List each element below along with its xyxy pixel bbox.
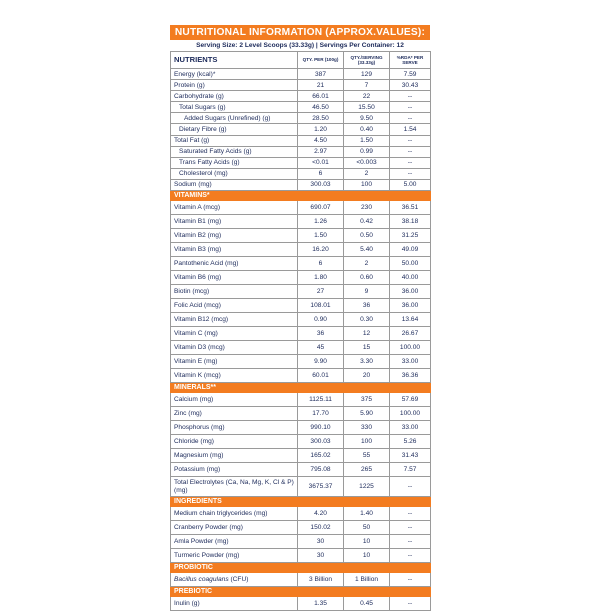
qty-per-100g: 300.03 [298, 179, 344, 190]
table-row [171, 299, 431, 313]
probiotic-unit: (CFU) [228, 576, 249, 584]
nutrient-name: Phosphorus (mg) [171, 421, 298, 435]
qty-per-serving: 0.45 [344, 597, 390, 611]
table-row [171, 535, 431, 549]
table-row [171, 229, 431, 243]
rda-percent: 5.26 [390, 435, 431, 449]
table-row [171, 521, 431, 535]
qty-per-serving: 0.30 [344, 313, 390, 327]
table-row [171, 168, 431, 179]
nutrient-name: Cholesterol (mg) [171, 168, 298, 179]
rda-percent: 36.00 [390, 285, 431, 299]
qty-per-serving: 129 [344, 69, 390, 80]
nutrient-name [171, 573, 298, 587]
rda-percent: -- [390, 146, 431, 157]
table-row [171, 341, 431, 355]
nutrient-name: Vitamin B6 (mg) [171, 271, 298, 285]
nutrient-name: Saturated Fatty Acids (g) [171, 146, 298, 157]
table-row [171, 146, 431, 157]
rda-percent: -- [390, 521, 431, 535]
qty-per-serving: 100 [344, 435, 390, 449]
table-row [171, 124, 431, 135]
table-row [171, 102, 431, 113]
nutrient-name: Added Sugars (Unrefined) (g) [171, 113, 298, 124]
qty-per-serving: 100 [344, 179, 390, 190]
nutrient-name: Cranberry Powder (mg) [171, 521, 298, 535]
qty-per-serving: 15 [344, 341, 390, 355]
qty-per-100g: 45 [298, 341, 344, 355]
nutrient-name: Vitamin E (mg) [171, 355, 298, 369]
qty-per-100g: 17.70 [298, 407, 344, 421]
qty-per-100g: 150.02 [298, 521, 344, 535]
qty-per-serving: 10 [344, 535, 390, 549]
nutrient-name: Vitamin B3 (mg) [171, 243, 298, 257]
table-row [171, 407, 431, 421]
nutrition-panel [170, 25, 430, 611]
rda-percent: 57.69 [390, 393, 431, 407]
table-row [171, 327, 431, 341]
rda-percent: 26.67 [390, 327, 431, 341]
nutrient-name: Folic Acid (mcg) [171, 299, 298, 313]
qty-per-100g: 1.50 [298, 229, 344, 243]
section-minerals [171, 383, 431, 393]
rda-percent: 36.00 [390, 299, 431, 313]
table-row [171, 597, 431, 611]
rda-percent: 36.51 [390, 201, 431, 215]
qty-per-100g: 387 [298, 69, 344, 80]
qty-per-100g: 990.10 [298, 421, 344, 435]
rda-percent: 38.18 [390, 215, 431, 229]
qty-per-serving: 36 [344, 299, 390, 313]
qty-per-100g: 36 [298, 327, 344, 341]
rda-percent: -- [390, 102, 431, 113]
rda-percent: -- [390, 477, 431, 497]
nutrient-name: Vitamin C (mg) [171, 327, 298, 341]
nutrient-name: Zinc (mg) [171, 407, 298, 421]
nutrient-name: Total Fat (g) [171, 135, 298, 146]
section-prebiotic [171, 587, 431, 597]
qty-per-100g: 4.20 [298, 507, 344, 521]
qty-per-serving: 1.40 [344, 507, 390, 521]
table-row [171, 243, 431, 257]
table-row [171, 435, 431, 449]
qty-per-100g: 27 [298, 285, 344, 299]
qty-per-100g: 21 [298, 80, 344, 91]
nutrient-name: Protein (g) [171, 80, 298, 91]
qty-per-serving: 22 [344, 91, 390, 102]
qty-per-100g: 6 [298, 257, 344, 271]
table-row [171, 215, 431, 229]
qty-per-serving: 10 [344, 549, 390, 563]
rda-percent: -- [390, 597, 431, 611]
panel-title: NUTRITIONAL INFORMATION (APPROX.VALUES): [170, 25, 430, 40]
qty-per-serving: 15.50 [344, 102, 390, 113]
qty-per-serving: <0.003 [344, 157, 390, 168]
qty-per-100g: 6 [298, 168, 344, 179]
rda-percent: 30.43 [390, 80, 431, 91]
rda-percent: -- [390, 549, 431, 563]
table-row [171, 369, 431, 383]
rda-percent: -- [390, 113, 431, 124]
table-row [171, 549, 431, 563]
nutrient-name: Vitamin B2 (mg) [171, 229, 298, 243]
nutrient-name: Magnesium (mg) [171, 449, 298, 463]
nutrient-name: Carbohydrate (g) [171, 91, 298, 102]
nutrient-name: Calcium (mg) [171, 393, 298, 407]
qty-per-100g: 1125.11 [298, 393, 344, 407]
table-row [171, 285, 431, 299]
qty-per-100g: 2.97 [298, 146, 344, 157]
nutrient-name: Vitamin D3 (mcg) [171, 341, 298, 355]
qty-per-100g: 165.02 [298, 449, 344, 463]
rda-percent: 49.09 [390, 243, 431, 257]
nutrient-name: Sodium (mg) [171, 179, 298, 190]
qty-per-serving: 230 [344, 201, 390, 215]
nutrient-name: Total Sugars (g) [171, 102, 298, 113]
qty-per-serving: 375 [344, 393, 390, 407]
qty-per-100g: 108.01 [298, 299, 344, 313]
probiotic-species: Bacillus coagulans [174, 576, 229, 584]
qty-per-serving: 0.60 [344, 271, 390, 285]
table-row [171, 157, 431, 168]
section-vitamins [171, 191, 431, 201]
qty-per-100g: <0.01 [298, 157, 344, 168]
rda-percent: 1.54 [390, 124, 431, 135]
nutrient-name: Total Electrolytes (Ca, Na, Mg, K, Cl & P) (mg) [171, 477, 298, 497]
qty-per-serving: 265 [344, 463, 390, 477]
nutrient-name: Vitamin B12 (mcg) [171, 313, 298, 327]
qty-per-serving: 2 [344, 168, 390, 179]
qty-per-serving: 20 [344, 369, 390, 383]
qty-per-100g: 46.50 [298, 102, 344, 113]
nutrient-name: Chloride (mg) [171, 435, 298, 449]
qty-per-serving: 9.50 [344, 113, 390, 124]
nutrient-name: Amla Powder (mg) [171, 535, 298, 549]
table-row [171, 449, 431, 463]
rda-percent: -- [390, 168, 431, 179]
qty-per-serving: 1225 [344, 477, 390, 497]
qty-per-serving: 5.90 [344, 407, 390, 421]
rda-percent: 31.43 [390, 449, 431, 463]
rda-percent: 7.57 [390, 463, 431, 477]
rda-percent: 31.25 [390, 229, 431, 243]
qty-per-100g: 1.20 [298, 124, 344, 135]
qty-per-serving: 330 [344, 421, 390, 435]
rda-percent: 100.00 [390, 341, 431, 355]
rda-percent: 7.59 [390, 69, 431, 80]
rda-percent: -- [390, 135, 431, 146]
rda-percent: 40.00 [390, 271, 431, 285]
qty-per-serving: 55 [344, 449, 390, 463]
qty-per-100g: 1.35 [298, 597, 344, 611]
qty-per-serving: 5.40 [344, 243, 390, 257]
rda-percent: -- [390, 573, 431, 587]
qty-per-100g: 300.03 [298, 435, 344, 449]
table-row [171, 113, 431, 124]
table-row [171, 477, 431, 497]
rda-percent: 36.36 [390, 369, 431, 383]
header-per-serving: QTY./SERVING (33.33g) [344, 52, 390, 69]
section-label: VITAMINS* [171, 191, 431, 201]
qty-per-serving: 12 [344, 327, 390, 341]
qty-per-serving: 1.50 [344, 135, 390, 146]
table-row [171, 201, 431, 215]
table-header-row [171, 52, 431, 69]
qty-per-100g: 30 [298, 549, 344, 563]
section-probiotic [171, 563, 431, 573]
qty-per-100g: 4.50 [298, 135, 344, 146]
rda-percent: 33.00 [390, 355, 431, 369]
section-ingredients [171, 497, 431, 507]
qty-per-100g: 1.80 [298, 271, 344, 285]
qty-per-100g: 16.20 [298, 243, 344, 257]
nutrient-name: Dietary Fibre (g) [171, 124, 298, 135]
header-per-100g: QTY. PER (100g) [298, 52, 344, 69]
rda-percent: 5.00 [390, 179, 431, 190]
qty-per-serving: 0.42 [344, 215, 390, 229]
table-row [171, 135, 431, 146]
qty-per-serving: 9 [344, 285, 390, 299]
qty-per-serving: 1 Billion [344, 573, 390, 587]
nutrient-name: Medium chain triglycerides (mg) [171, 507, 298, 521]
serving-info: Serving Size: 2 Level Scoops (33.33g) | Servings Per Container: 12 [196, 42, 404, 49]
nutrient-name: Vitamin K (mcg) [171, 369, 298, 383]
rda-percent: 100.00 [390, 407, 431, 421]
nutrient-name: Energy (kcal)* [171, 69, 298, 80]
qty-per-100g: 3 Billion [298, 573, 344, 587]
qty-per-100g: 30 [298, 535, 344, 549]
nutrient-name: Turmeric Powder (mg) [171, 549, 298, 563]
nutrition-table [170, 51, 431, 611]
nutrient-name: Pantothenic Acid (mg) [171, 257, 298, 271]
table-row [171, 271, 431, 285]
table-row [171, 573, 431, 587]
section-label: INGREDIENTS [171, 497, 431, 507]
qty-per-100g: 1.26 [298, 215, 344, 229]
qty-per-100g: 0.90 [298, 313, 344, 327]
qty-per-100g: 66.01 [298, 91, 344, 102]
nutrient-name: Vitamin B1 (mg) [171, 215, 298, 229]
qty-per-100g: 690.07 [298, 201, 344, 215]
table-row [171, 69, 431, 80]
table-row [171, 179, 431, 190]
qty-per-100g: 795.08 [298, 463, 344, 477]
rda-percent: -- [390, 157, 431, 168]
table-row [171, 313, 431, 327]
nutrient-name: Vitamin A (mcg) [171, 201, 298, 215]
table-row [171, 507, 431, 521]
rda-percent: 13.64 [390, 313, 431, 327]
rda-percent: 33.00 [390, 421, 431, 435]
qty-per-100g: 9.90 [298, 355, 344, 369]
section-label: PREBIOTIC [171, 587, 431, 597]
rda-percent: 50.00 [390, 257, 431, 271]
nutrient-name: Biotin (mcg) [171, 285, 298, 299]
rda-percent: -- [390, 535, 431, 549]
table-row [171, 463, 431, 477]
table-row [171, 355, 431, 369]
nutrient-name: Trans Fatty Acids (g) [171, 157, 298, 168]
table-row [171, 421, 431, 435]
qty-per-100g: 28.50 [298, 113, 344, 124]
nutrient-name: Inulin (g) [171, 597, 298, 611]
qty-per-100g: 3675.37 [298, 477, 344, 497]
table-row [171, 393, 431, 407]
header-rda: %RDA* PER SERVE [390, 52, 431, 69]
nutrient-name: Potassium (mg) [171, 463, 298, 477]
qty-per-serving: 0.40 [344, 124, 390, 135]
header-nutrients: NUTRIENTS [171, 52, 298, 69]
table-row [171, 91, 431, 102]
qty-per-serving: 3.30 [344, 355, 390, 369]
section-label: PROBIOTIC [171, 563, 431, 573]
section-label: MINERALS** [171, 383, 431, 393]
table-row [171, 80, 431, 91]
rda-percent: -- [390, 507, 431, 521]
qty-per-100g: 60.01 [298, 369, 344, 383]
qty-per-serving: 50 [344, 521, 390, 535]
table-row [171, 257, 431, 271]
rda-percent: -- [390, 91, 431, 102]
qty-per-serving: 2 [344, 257, 390, 271]
qty-per-serving: 0.99 [344, 146, 390, 157]
qty-per-serving: 0.50 [344, 229, 390, 243]
qty-per-serving: 7 [344, 80, 390, 91]
